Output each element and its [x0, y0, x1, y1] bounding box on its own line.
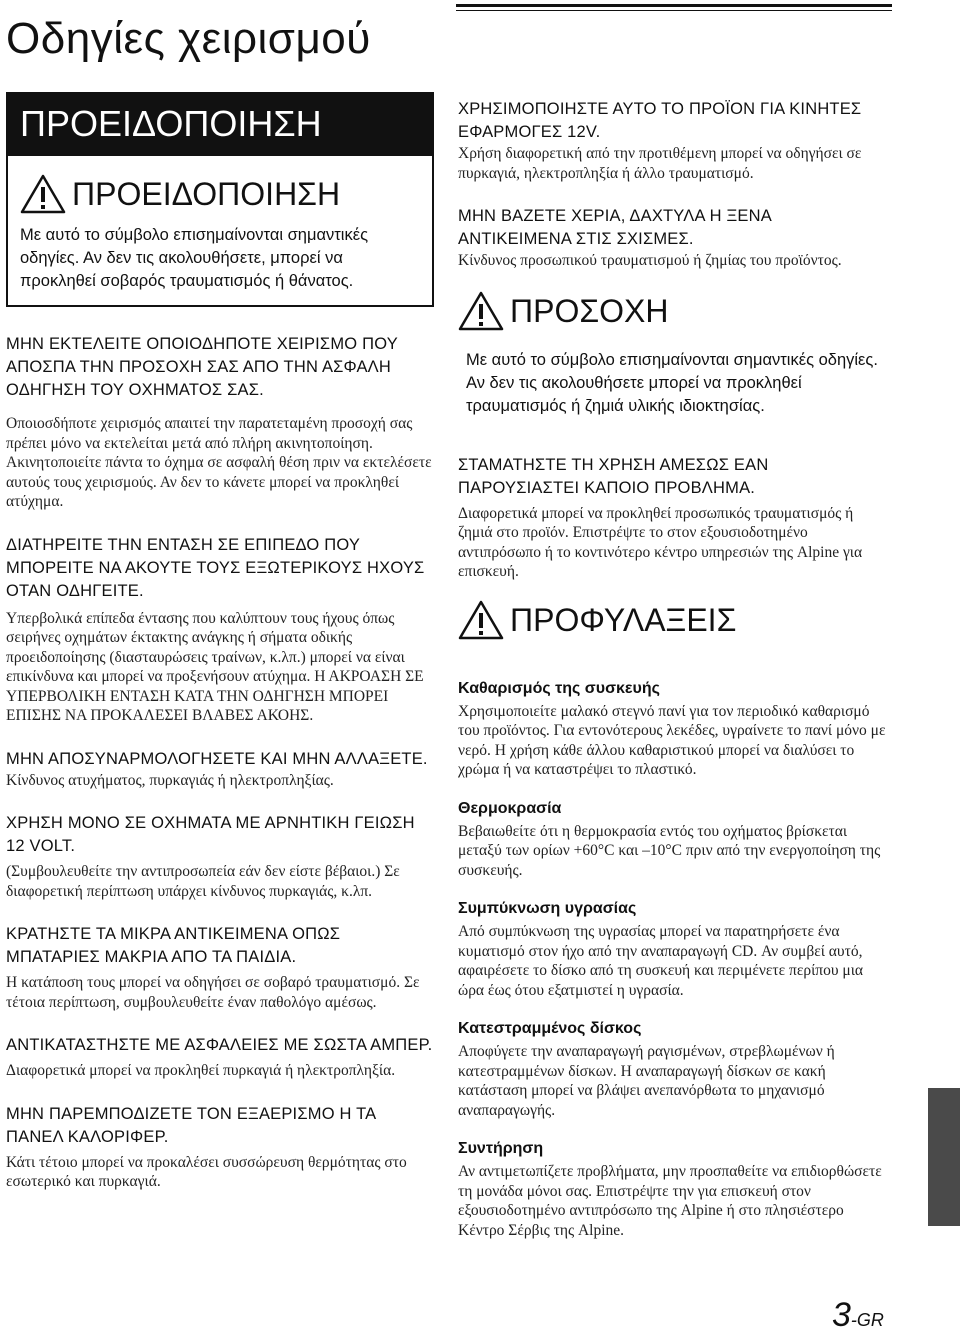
section-heading: ΔΙΑΤΗΡΕΙΤΕ ΤΗΝ ΕΝΤΑΣΗ ΣΕ ΕΠΙΠΕΔΟ ΠΟΥ ΜΠΟΡΕΙΤΕ ΝΑ ΑΚΟΥΤΕ ΤΟΥΣ ΕΞΩΤΕΡΙΚΟΥΣ ΗΧΟΥΣ ΟΤΑΝ ΟΔΗΓΕΙΤΕ.	[6, 535, 425, 600]
section-body: Η κατάποση τους μπορεί να οδηγήσει σε σοβαρό τραυματισμό. Σε τέτοια περίπτωση, συμβουλευθείτε έναν παθολόγο αμέσως.	[6, 974, 420, 1011]
left-section-6	[6, 1034, 434, 1081]
precaution-body: Αποφύγετε την αναπαραγωγή ραγισμένων, στρεβλωμένων ή κατεστραμμένων δίσκων. Η αναπαραγωγή δίσκων σε κακή κατάσταση μπορεί να βλάψει ανεπανόρθωτα το μηχανισμό αναπαραγωγής.	[458, 1043, 835, 1119]
section-body: Διαφορετικά μπορεί να προκληθεί πυρκαγιά ή ηλεκτροπληξία.	[6, 1062, 396, 1079]
warning-box-body	[8, 174, 432, 305]
right-column	[458, 92, 888, 1240]
precautions-triangle-icon	[458, 600, 504, 640]
section-body: Κίνδυνος ατυχήματος, πυρκαγιάς ή ηλεκτροπληξίας.	[6, 771, 334, 789]
page-number-value: 3	[832, 1296, 851, 1334]
warning-triangle-icon	[20, 174, 66, 214]
precaution-temperature	[458, 798, 888, 881]
section-heading: ΜΗΝ ΠΑΡΕΜΠΟΔΙΖΕΤΕ ΤΟΝ ΕΞΑΕΡΙΣΜΟ Η ΤΑ ΠΑΝΕΛ ΚΑΛΟΡΙΦΕΡ.	[6, 1104, 376, 1146]
precaution-heading: Θερμοκρασία	[458, 799, 562, 817]
page-number	[832, 1296, 884, 1335]
section-body: Κάτι τέτοιο μπορεί να προκαλέσει συσσώρευση θερμότητας στο εσωτερικό και πυρκαγιά.	[6, 1153, 407, 1190]
section-heading: ΑΝΤΙΚΑΤΑΣΤΗΣΤΕ ΜΕ ΑΣΦΑΛΕΙΕΣ ΜΕ ΣΩΣΤΑ ΑΜΠΕΡ.	[6, 1036, 433, 1054]
precaution-heading: Κατεστραμμένος δίσκος	[458, 1020, 642, 1037]
section-body: Υπερβολικά επίπεδα έντασης που καλύπτουν τους ήχους όπως σειρήνες οχημάτων έκτακτης ανάγκης ή σήματα οδικής προειδοποίησης (διασταυρώσεις τραίνων, κ.λπ.) μπορεί να είναι επικίνδυνα και μπορεί να προξενήσουν ατύχημα. Η ΑΚΡΟΑΣΗ ΣΕ ΥΠΕΡΒΟΛΙΚΗ ΕΝΤΑΣΗ ΚΑΤΑ ΤΗΝ ΟΔΗΓΗΣΗ ΜΠΟΡΕΙ ΕΠΙΣΗΣ ΝΑ ΠΡΟΚΑΛΕΣΕΙ ΒΛΑΒΕΣ ΑΚΟΗΣ.	[6, 609, 424, 724]
section-body: (Συμβουλευθείτε την αντιπροσωπεία εάν δεν είστε βέβαιοι.) Σε διαφορετική περίπτωση υπάρχει κίνδυνος πυρκαγιάς, κ.λπ.	[6, 863, 400, 900]
section-body: Χρήση διαφορετική από την προτιθέμενη μπορεί να οδηγήσει σε πυρκαγιά, ηλεκτροπληξία ή άλλο τραυματισμό.	[458, 145, 862, 182]
section-body: Διαφορετικά μπορεί να προκληθεί προσωπικός τραυματισμός ή ζημιά στο προϊόν. Επιστρέψτε το στον εξουσιοδοτημένο αντιπρόσωπο ή το κοντινότερο κέντρο υπηρεσιών της Alpine για επισκευή.	[458, 504, 863, 580]
left-column	[6, 92, 434, 1192]
section-body: Κίνδυνος προσωπικού τραυματισμού ή ζημίας του προϊόντος.	[458, 252, 842, 269]
precautions-label: ΠΡΟΦΥΛΑΞΕΙΣ	[510, 601, 737, 638]
top-rule-thick	[456, 4, 892, 7]
top-rule-thin	[456, 10, 892, 11]
section-heading: ΧΡΗΣΙΜΟΠΟΙΗΣΤΕ ΑΥΤΟ ΤΟ ΠΡΟΪΟΝ ΓΙΑ ΚΙΝΗΤΕΣ ΕΦΑΡΜΟΓΕΣ 12V.	[458, 100, 862, 141]
precaution-body: Από συμπύκνωση της υγρασίας μπορεί να παρατηρήσετε ένα κυματισμό στον ήχο από την αναπαραγωγή CD. Αν συμβεί αυτό, αφαιρέσετε το δίσκο από τη συσκευή και περιμένετε περίπου μια ώρα έως ότου εξατμιστεί η υγρασία.	[458, 923, 863, 999]
left-section-1	[6, 333, 434, 512]
section-heading: ΚΡΑΤΗΣΤΕ ΤΑ ΜΙΚΡΑ ΑΝΤΙΚΕΙΜΕΝΑ ΟΠΩΣ ΜΠΑΤΑΡΙΕΣ ΜΑΚΡΙΑ ΑΠΟ ΤΑ ΠΑΙΔΙΑ.	[6, 925, 341, 966]
precaution-damaged-disc	[458, 1018, 888, 1120]
warning-box-title: ΠΡΟΕΙΔΟΠΟΙΗΣΗ	[8, 94, 432, 156]
precaution-body: Αν αντιμετωπίζετε προβλήματα, μην προσπαθείτε να επιδιορθώσετε τη μονάδα μόνοι σας. Επιστρέψτε την για επισκευή στον εξουσιοδοτημένο αντιπρόσωπο της Alpine ή στο πλησιέστερο Κέντρο Σέρβις της Alpine.	[458, 1163, 882, 1239]
caution-symbol-text: Με αυτό το σύμβολο επισημαίνονται σημαντικές οδηγίες. Αν δεν τις ακολουθήσετε μπορεί να προκληθεί τραυματισμός ή ζημιά υλικής ιδιοκτησίας.	[466, 350, 878, 415]
section-heading: ΣΤΑΜΑΤΗΣΤΕ ΤΗ ΧΡΗΣΗ ΑΜΕΣΩΣ ΕΑΝ ΠΑΡΟΥΣΙΑΣΤΕΙ ΚΑΠΟΙΟ ΠΡΟΒΛΗΜΑ.	[458, 455, 769, 497]
warning-symbol-text: Με αυτό το σύμβολο επισημαίνονται σημαντικές οδηγίες. Αν δεν τις ακολουθήσετε, μπορεί να προκληθεί σοβαρός τραυματισμός ή θάνατος.	[20, 226, 369, 290]
warning-symbol-label: ΠΡΟΕΙΔΟΠΟΙΗΣΗ	[72, 176, 341, 212]
page-title: Οδηγίες χειρισμού	[6, 14, 371, 63]
precaution-maintenance	[458, 1138, 888, 1240]
warning-box	[6, 92, 434, 307]
left-section-4	[6, 812, 434, 901]
precaution-body: Χρησιμοποιείτε μαλακό στεγνό πανί για τον περιοδικό καθαρισμό του προϊόντος. Για εντονότερους λεκέδες, υγραίνετε το πανί μόνο με νερό. Η χρήση κάθε άλλου καθαριστικού μπορεί να διαλύσει το χρώμα ή να καταστρέψει το πλαστικό.	[458, 702, 886, 778]
precautions-heading	[458, 600, 888, 640]
precaution-cleaning	[458, 678, 888, 780]
caution-section-1	[458, 454, 888, 582]
precaution-heading: Συντήρηση	[458, 1140, 544, 1157]
precaution-heading: Καθαρισμός της συσκευής	[458, 679, 660, 697]
left-section-3	[6, 748, 434, 791]
section-heading: ΧΡΗΣΗ ΜΟΝΟ ΣΕ ΟΧΗΜΑΤΑ ΜΕ ΑΡΝΗΤΙΚΗ ΓΕΙΩΣΗ 12 VOLT.	[6, 814, 415, 855]
left-section-2	[6, 534, 434, 726]
section-heading: ΜΗΝ ΕΚΤΕΛΕΙΤΕ ΟΠΟΙΟΔΗΠΟΤΕ ΧΕΙΡΙΣΜΟ ΠΟΥ ΑΠΟΣΠΑ ΤΗΝ ΠΡΟΣΟΧΗ ΣΑΣ ΑΠΟ ΤΗΝ ΑΣΦΑΛΗ ΟΔΗΓΗΣΗ ΤΟΥ ΟΧΗΜΑΤΟΣ ΣΑΣ.	[6, 335, 398, 399]
precaution-heading: Συμπύκνωση υγρασίας	[458, 900, 637, 917]
precaution-body: Βεβαιωθείτε ότι η θερμοκρασία εντός του οχήματος βρίσκεται μεταξύ των ορίων +60°C και –10°C πριν από την ενεργοποίηση της συσκευής.	[458, 822, 881, 879]
warning-symbol-heading	[20, 174, 422, 214]
right-section-2	[458, 205, 888, 271]
page-number-suffix: -GR	[850, 1310, 884, 1330]
section-heading: ΜΗΝ ΑΠΟΣΥΝΑΡΜΟΛΟΓΗΣΕΤΕ ΚΑΙ ΜΗΝ ΑΛΛΑΞΕΤΕ.	[6, 749, 428, 768]
section-heading: ΜΗΝ ΒΑΖΕΤΕ ΧΕΡΙΑ, ΔΑΧΤΥΛΑ Η ΞΕΝΑ ΑΝΤΙΚΕΙΜΕΝΑ ΣΤΙΣ ΣΧΙΣΜΕΣ.	[458, 207, 772, 248]
caution-label: ΠΡΟΣΟΧΗ	[510, 292, 669, 329]
caution-heading	[458, 291, 888, 331]
left-section-7	[6, 1103, 434, 1192]
right-section-1	[458, 98, 888, 183]
precaution-condensation	[458, 898, 888, 1000]
caution-triangle-icon	[458, 291, 504, 331]
section-body: Οποιοσδήποτε χειρισμός απαιτεί την παρατεταμένη προσοχή σας πρέπει μόνο να εκτελείται μετά από πλήρη ακινητοποίηση. Ακινητοποιείτε πάντα το όχημα σε ασφαλή θέση πριν να εκτελέσετε αυτούς τους χειρισμούς. Αν δεν το κάνετε μπορεί να προκληθεί ατύχημα.	[6, 415, 432, 510]
side-tab	[928, 1088, 960, 1226]
left-section-5	[6, 923, 434, 1012]
